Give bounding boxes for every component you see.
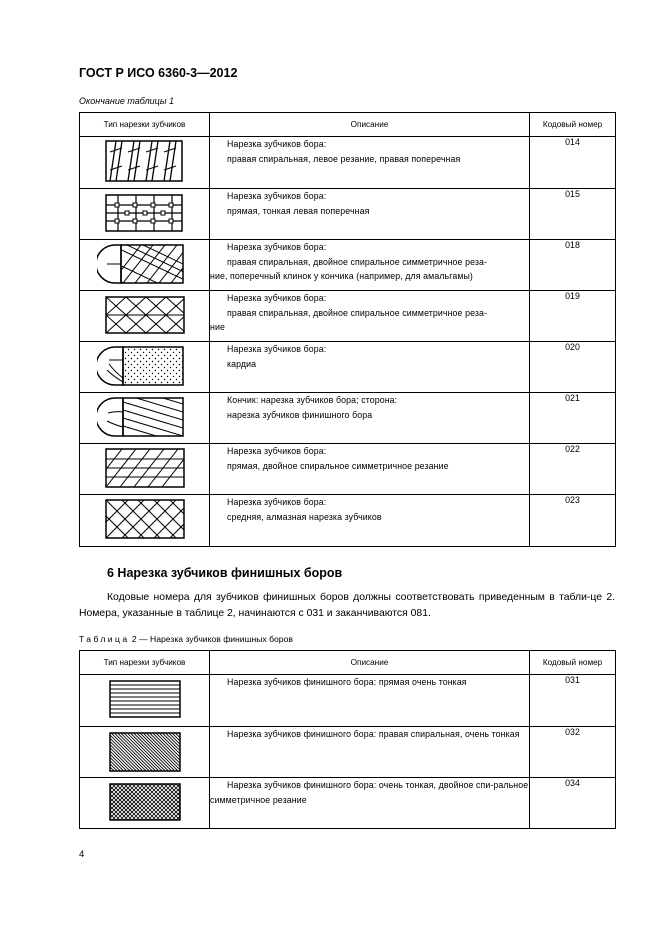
description-cell: Нарезка зубчиков бора: прямая, тонкая левая поперечная (210, 189, 530, 240)
column-header-description: Описание (210, 651, 530, 675)
code-cell: 022 (530, 444, 616, 495)
document-header: ГОСТ Р ИСО 6360-3—2012 (79, 66, 238, 80)
cut-image-cell (80, 137, 210, 189)
column-header-description: Описание (210, 113, 530, 137)
table1-header-row (80, 113, 616, 137)
code-cell: 019 (530, 291, 616, 342)
table-row (80, 495, 616, 547)
section-paragraph: Кодовые номера для зубчиков финишных боров должны соответствовать приведенным в табли-це 2. Номера, указанные в таблице 2, начинаются с 031 и заканчиваются 081. (79, 592, 615, 619)
description-cell: Нарезка зубчиков финишного бора: правая спиральная, очень тонкая (210, 727, 530, 778)
description-cell: Нарезка зубчиков бора: средняя, алмазная нарезка зубчиков (210, 495, 530, 547)
column-header-type: Тип нарезки зубчиков (80, 113, 210, 137)
column-header-type: Тип нарезки зубчиков (80, 651, 210, 675)
table-row (80, 727, 616, 778)
code-cell: 014 (530, 137, 616, 189)
tip-finishing-cut-icon (97, 393, 193, 441)
right-spiral-left-cut-icon (100, 137, 190, 185)
table2-caption: Таблица 2 — Нарезка зубчиков финишных боров (79, 634, 293, 644)
cut-image-cell (80, 444, 210, 495)
table-row (80, 778, 616, 829)
description-cell: Нарезка зубчиков финишного бора: прямая очень тонкая (210, 675, 530, 727)
description-cell: Нарезка зубчиков финишного бора: очень тонкая, двойное спи-ральное симметричное резание (210, 778, 530, 829)
cardia-cut-icon (97, 342, 193, 390)
straight-double-spiral-icon (100, 444, 190, 492)
cut-image-cell (80, 778, 210, 829)
description-cell: Нарезка зубчиков бора: правая спиральная, левое резание, правая поперечная (210, 137, 530, 189)
code-cell: 034 (530, 778, 616, 829)
table1-caption: Окончание таблицы 1 (79, 96, 174, 106)
code-cell: 021 (530, 393, 616, 444)
cut-image-cell (80, 240, 210, 291)
table-row (80, 291, 616, 342)
column-header-code: Кодовый номер (530, 651, 616, 675)
description-cell: Нарезка зубчиков бора: прямая, двойное спиральное симметричное резание (210, 444, 530, 495)
table2-header-row (80, 651, 616, 675)
diamond-cut-icon (100, 495, 190, 543)
description-cell: Кончик: нарезка зубчиков бора; сторона: нарезка зубчиков финишного бора (210, 393, 530, 444)
cut-image-cell (80, 291, 210, 342)
table1 (79, 112, 616, 547)
spiral-double-symmetric-icon (100, 291, 190, 339)
cut-image-cell (80, 495, 210, 547)
column-header-code: Кодовый номер (530, 113, 616, 137)
code-cell: 031 (530, 675, 616, 727)
table-row (80, 393, 616, 444)
table-row (80, 189, 616, 240)
finishing-right-spiral-fine-icon (100, 727, 190, 775)
table-row (80, 675, 616, 727)
code-cell: 020 (530, 342, 616, 393)
code-cell: 018 (530, 240, 616, 291)
table-row (80, 444, 616, 495)
spiral-double-chisel-tip-icon (97, 240, 193, 288)
cut-image-cell (80, 342, 210, 393)
description-cell: Нарезка зубчиков бора: кардиа (210, 342, 530, 393)
code-cell: 032 (530, 727, 616, 778)
code-cell: 023 (530, 495, 616, 547)
description-cell: Нарезка зубчиков бора: правая спиральная, двойное спиральное симметричное реза- ние (210, 291, 530, 342)
cut-image-cell (80, 189, 210, 240)
cut-image-cell (80, 393, 210, 444)
page-number: 4 (79, 849, 85, 860)
code-cell: 015 (530, 189, 616, 240)
cut-image-cell (80, 675, 210, 727)
table2 (79, 650, 616, 829)
description-cell: Нарезка зубчиков бора: правая спиральная, двойное спиральное симметричное реза- ние, поперечный клинок у кончика (например, для амальгамы) (210, 240, 530, 291)
finishing-very-fine-double-icon (100, 778, 190, 826)
section-heading: 6 Нарезка зубчиков финишных боров (107, 566, 343, 580)
table-row (80, 240, 616, 291)
table-row (80, 342, 616, 393)
table-row (80, 137, 616, 189)
straight-fine-left-cross-icon (100, 189, 190, 237)
cut-image-cell (80, 727, 210, 778)
finishing-straight-very-fine-icon (100, 675, 190, 723)
